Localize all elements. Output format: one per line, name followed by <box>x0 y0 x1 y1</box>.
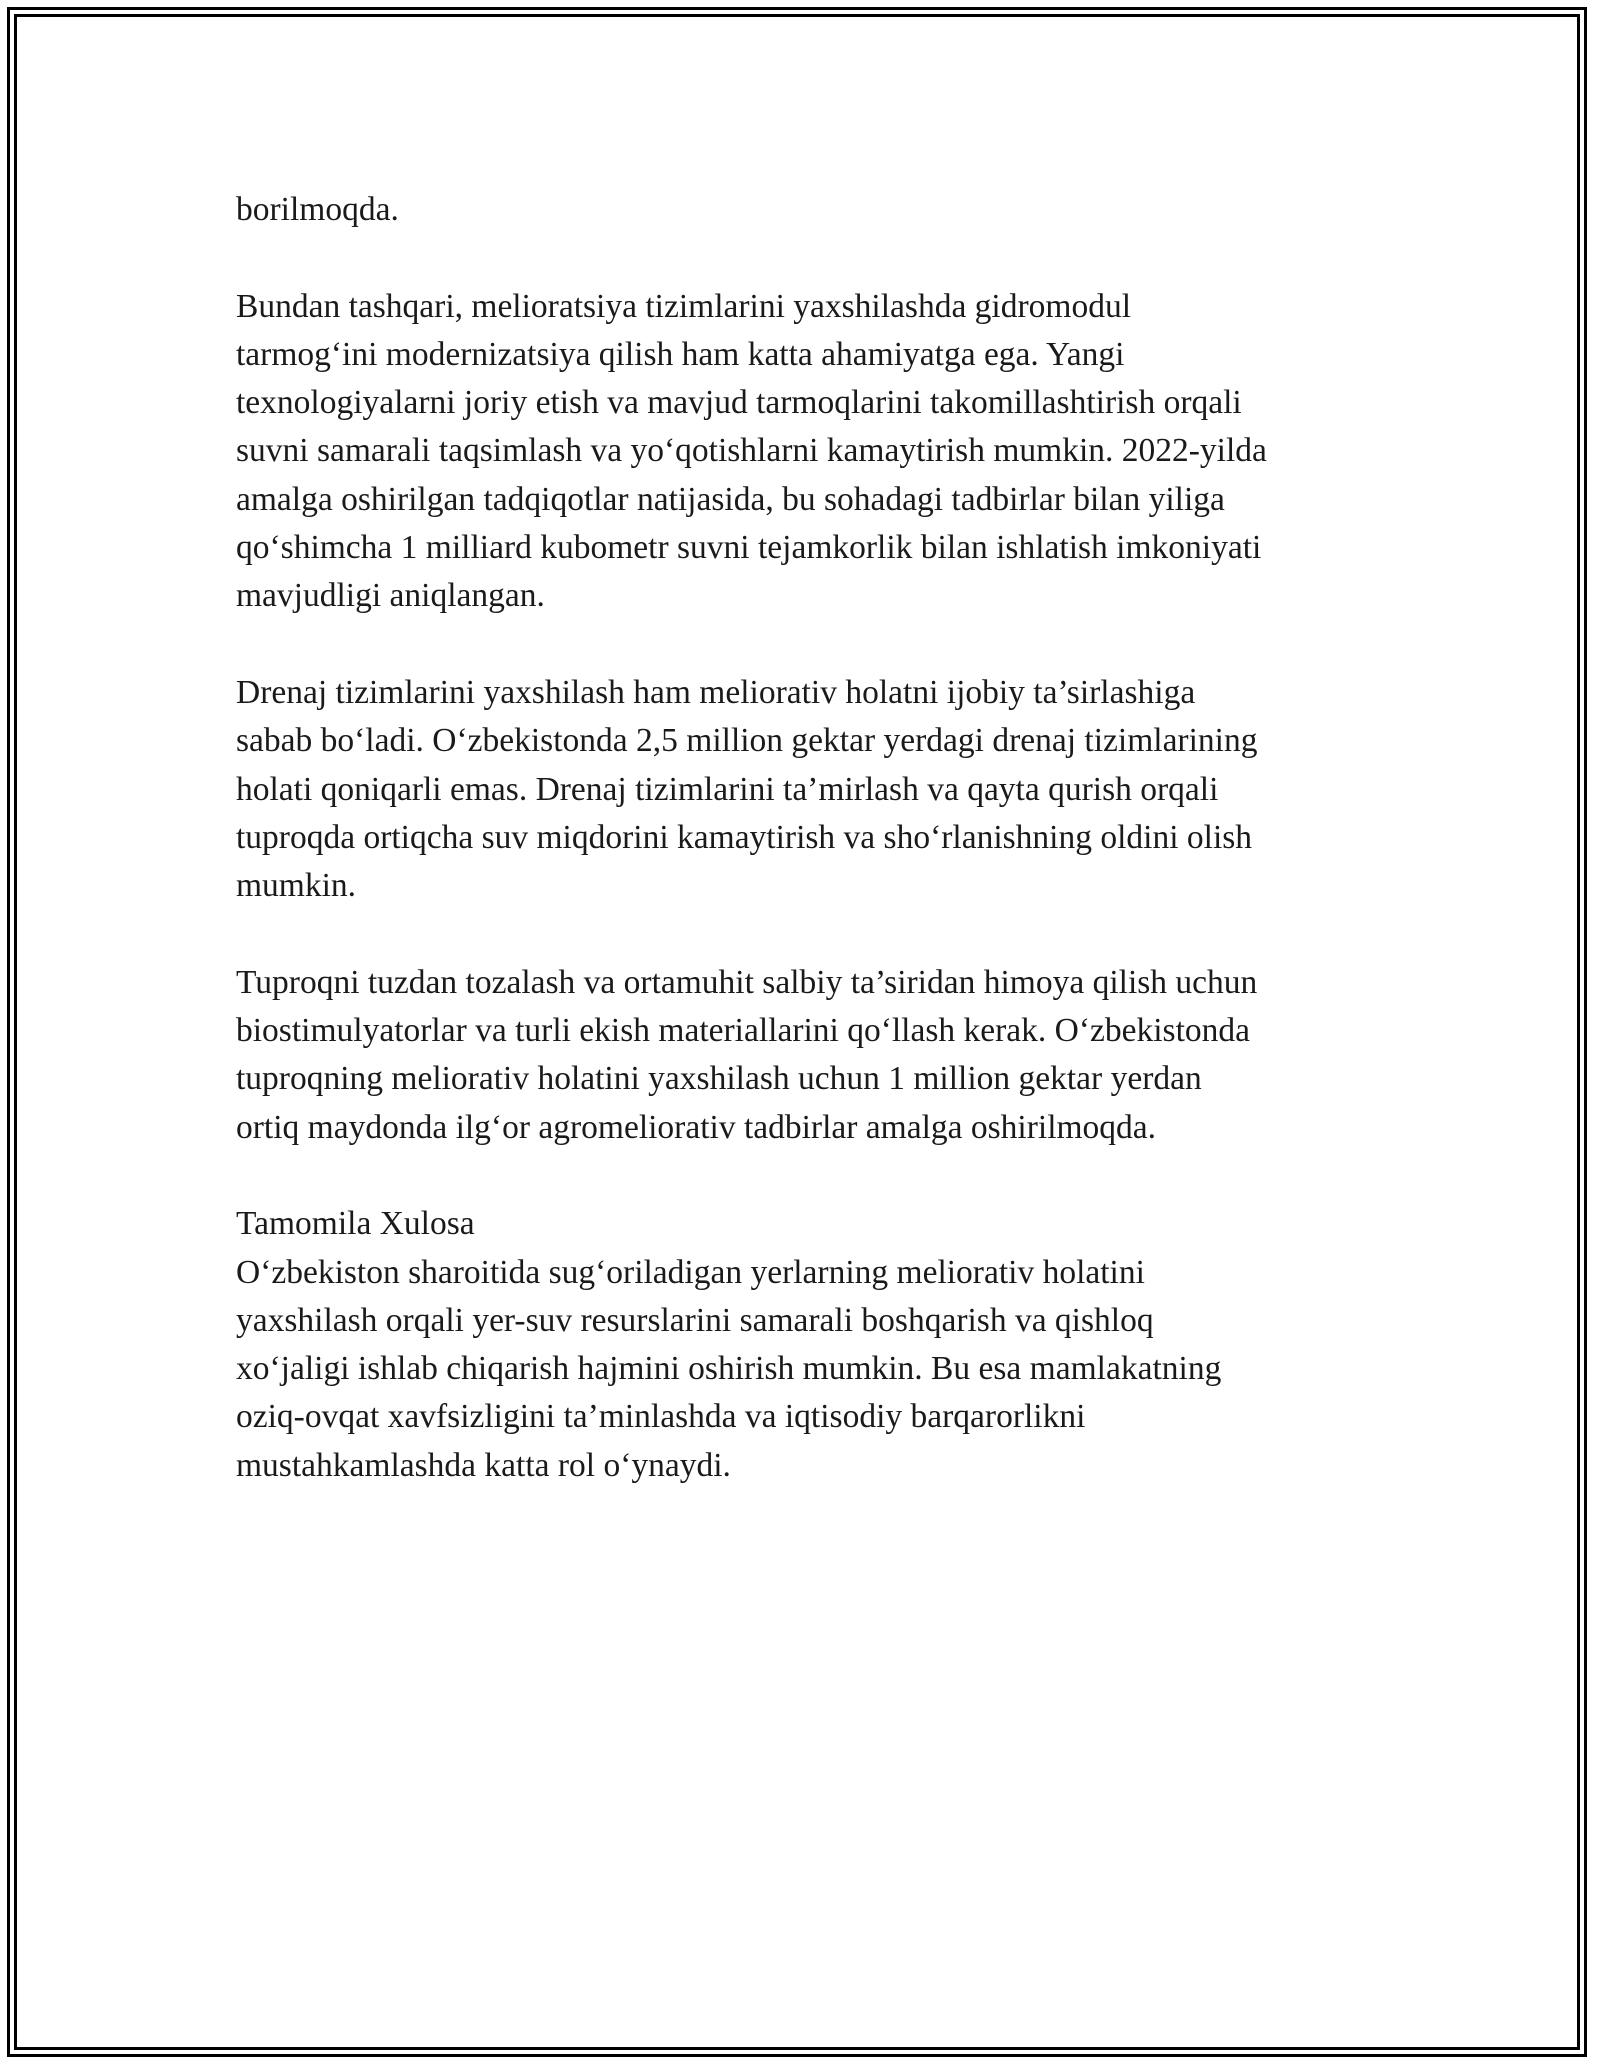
text-line: oziq-ovqat xavfsizligini ta’minlashda va iqtisodiy barqarorlikni <box>236 1398 1086 1436</box>
text-line: Bundan tashqari, melioratsiya tizimlarini yaxshilashda gidromodul <box>236 287 1132 325</box>
paragraph-melioration-network <box>236 283 1386 621</box>
paragraph-soil-desalination <box>236 959 1386 1152</box>
conclusion-heading: Tamomila Xulosa <box>236 1205 475 1243</box>
conclusion-section <box>236 1200 1386 1490</box>
text-line: ortiq maydonda ilg‘or agromeliorativ tadbirlar amalga oshirilmoqda. <box>236 1108 1157 1146</box>
text-line: biostimulyatorlar va turli ekish materiallarini qo‘llash kerak. O‘zbekistonda <box>236 1012 1251 1050</box>
text-line: mavjudligi aniqlangan. <box>236 577 545 615</box>
text-line: yaxshilash orqali yer-suv resurslarini samarali boshqarish va qishloq <box>236 1301 1154 1339</box>
text-line: tarmog‘ini modernizatsiya qilish ham katta ahamiyatga ega. Yangi <box>236 335 1125 373</box>
text-line: Drenaj tizimlarini yaxshilash ham meliorativ holatni ijobiy ta’sirlashiga <box>236 673 1196 711</box>
paragraph-drainage <box>236 669 1386 910</box>
text-line: qo‘shimcha 1 milliard kubometr suvni tejamkorlik bilan ishlatish imkoniyati <box>236 529 1262 567</box>
text-line: O‘zbekiston sharoitida sug‘oriladigan yerlarning meliorativ holatini <box>236 1253 1145 1291</box>
text-line: amalga oshirilgan tadqiqotlar natijasida, bu sohadagi tadbirlar bilan yiliga <box>236 480 1225 518</box>
text-line: Tuproqni tuzdan tozalash va ortamuhit salbiy ta’siridan himoya qilish uchun <box>236 963 1258 1001</box>
text-line: sabab bo‘ladi. O‘zbekistonda 2,5 million gektar yerdagi drenaj tizimlarining <box>236 722 1258 760</box>
text-line: borilmoqda. <box>236 191 399 228</box>
text-line: mustahkamlashda katta rol o‘ynaydi. <box>236 1446 731 1484</box>
document-body <box>236 186 1386 1538</box>
text-line: tuproqda ortiqcha suv miqdorini kamaytirish va sho‘rlanishning oldini olish <box>236 818 1253 856</box>
text-line: holati qoniqarli emas. Drenaj tizimlarini ta’mirlash va qayta qurish orqali <box>236 770 1219 808</box>
text-line: xo‘jaligi ishlab chiqarish hajmini oshirish mumkin. Bu esa mamlakatning <box>236 1350 1222 1388</box>
text-line: tuproqning meliorativ holatini yaxshilash uchun 1 million gektar yerdan <box>236 1060 1202 1098</box>
text-line: mumkin. <box>236 867 357 905</box>
text-line: texnologiyalarni joriy etish va mavjud tarmoqlarini takomillashtirish orqali <box>236 384 1242 422</box>
text-line: suvni samarali taqsimlash va yo‘qotishlarni kamaytirish mumkin. 2022-yilda <box>236 432 1267 470</box>
continuation-text <box>236 186 1386 234</box>
